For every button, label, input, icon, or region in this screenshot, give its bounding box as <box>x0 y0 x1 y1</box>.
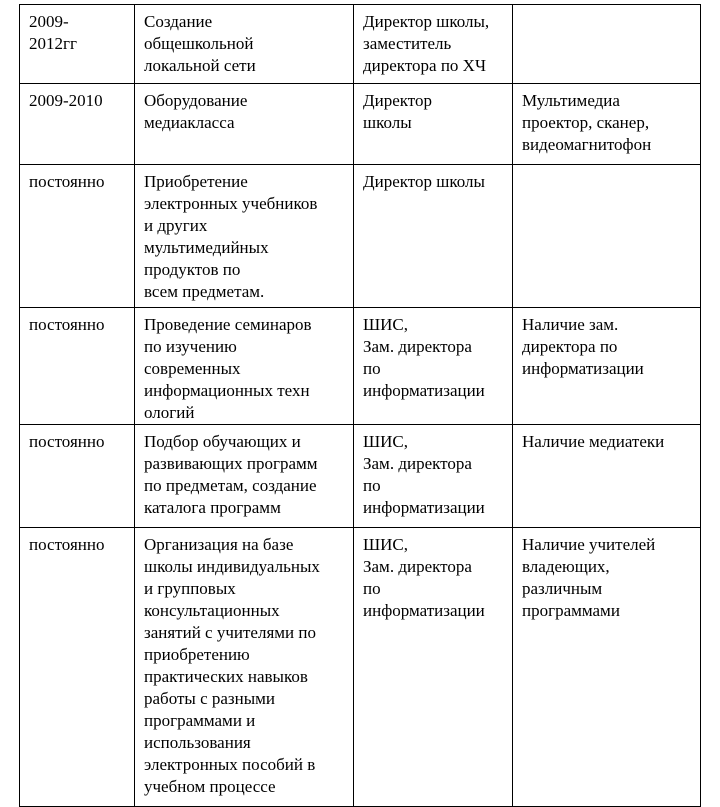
period-cell: 2009-2010 <box>20 84 135 165</box>
result-cell <box>513 165 701 308</box>
table-row <box>20 84 701 165</box>
table-row <box>20 308 701 425</box>
result-cell: Мультимедиа проектор, сканер, видеомагнитофон <box>513 84 701 165</box>
period-cell: постоянно <box>20 425 135 528</box>
activity-cell: Создание общешкольной локальной сети <box>135 5 354 84</box>
table-row <box>20 528 701 807</box>
activity-cell: Проведение семинаров по изучению современных информационных техн ологий <box>135 308 354 425</box>
responsible-cell: ШИС, Зам. директора по информатизации <box>354 308 513 425</box>
activity-cell: Приобретение электронных учебников и других мультимедийных продуктов по всем предметам. <box>135 165 354 308</box>
period-cell: 2009- 2012гг <box>20 5 135 84</box>
table-row <box>20 165 701 308</box>
period-cell: постоянно <box>20 528 135 807</box>
result-cell: Наличие учителей владеющих, различным программами <box>513 528 701 807</box>
result-cell: Наличие зам. директора по информатизации <box>513 308 701 425</box>
responsible-cell: Директор школы, заместитель директора по ХЧ <box>354 5 513 84</box>
activity-cell: Оборудование медиакласса <box>135 84 354 165</box>
result-cell: Наличие медиатеки <box>513 425 701 528</box>
result-cell <box>513 5 701 84</box>
responsible-cell: ШИС, Зам. директора по информатизации <box>354 528 513 807</box>
responsible-cell: ШИС, Зам. директора по информатизации <box>354 425 513 528</box>
table-row <box>20 425 701 528</box>
period-cell: постоянно <box>20 308 135 425</box>
activity-cell: Подбор обучающих и развивающих программ по предметам, создание каталога программ <box>135 425 354 528</box>
plan-table <box>19 4 701 807</box>
responsible-cell: Директор школы <box>354 165 513 308</box>
responsible-cell: Директор школы <box>354 84 513 165</box>
table-row <box>20 5 701 84</box>
period-cell: постоянно <box>20 165 135 308</box>
activity-cell: Организация на базе школы индивидуальных и групповых консультационных занятий с учителями по приобретению практических навыков работы с разными программами и использования электронных пособий в учебном процессе <box>135 528 354 807</box>
